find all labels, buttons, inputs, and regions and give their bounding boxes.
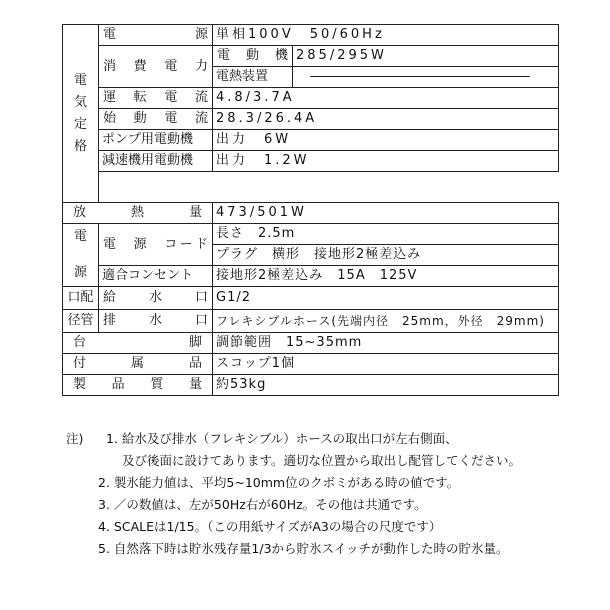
note-3: 3. ／の数値は、左が50Hz右が60Hz。その他は共通です。: [98, 497, 427, 512]
table-row: [63, 375, 559, 396]
spec-table: [62, 24, 559, 396]
accessory-value: スコップ1個: [213, 354, 559, 375]
piping-category-bottom: 径管: [63, 310, 99, 333]
drain-value: フレキシブルホース(先端内径 25mm，外径 29mm): [213, 310, 559, 333]
leg-value: 調節範囲 15~35mm: [213, 333, 559, 354]
drain-label: 排 水 口: [99, 310, 213, 333]
reducer-motor-value: 出力 1.2W: [213, 151, 559, 172]
power-source-value: 単相100V 50/60Hz: [213, 25, 559, 46]
pump-motor-label: ポンプ用電動機: [99, 130, 213, 151]
table-row: [63, 266, 559, 287]
blank-line: [310, 76, 530, 77]
heat-release-label: 放 熱 量: [63, 203, 213, 224]
electrical-rating-category: 電 気 定 格: [63, 25, 99, 203]
table-row: [63, 287, 559, 310]
outlet-label: 適合コンセント: [99, 266, 213, 287]
motor-label: 電 動 機: [213, 46, 293, 67]
note-1-continued: 及び後面に設けてあります。適切な位置から取出し配管してください。: [122, 453, 522, 468]
heat-release-value: 473/501W: [213, 203, 559, 224]
heater-value: [293, 67, 559, 88]
table-row: [63, 354, 559, 375]
table-row: [63, 224, 559, 245]
accessory-label: 付 属 品: [63, 354, 213, 375]
power-supply-category: 電 源: [63, 224, 99, 287]
table-row: [63, 25, 559, 46]
consumption-label: 消 費 電 力: [99, 46, 213, 88]
table-row: [63, 310, 559, 333]
motor-value: 285/295W: [293, 46, 559, 67]
heater-label: 電熱装置: [213, 67, 293, 88]
note-2: 2. 製氷能力値は、平均5~10mm位のクボミがある時の値です。: [98, 475, 460, 490]
table-row: [63, 109, 559, 130]
running-current-label: 運 転 電 流: [99, 88, 213, 109]
table-row: [63, 203, 559, 224]
water-supply-label: 給 水 口: [99, 287, 213, 310]
cord-value-length: 長さ 2.5m: [213, 224, 559, 245]
power-source-label: 電 源: [99, 25, 213, 46]
notes-section: [66, 428, 596, 560]
weight-value: 約53kg: [213, 375, 559, 396]
piping-category-top: 口配: [63, 287, 99, 310]
table-row: [63, 88, 559, 109]
table-row: [63, 333, 559, 354]
starting-current-label: 始 動 電 流: [99, 109, 213, 130]
table-row: [63, 151, 559, 172]
running-current-value: 4.8/3.7A: [213, 88, 559, 109]
note-4: 4. SCALEは1/15。（この用紙サイズがA3の場合の尺度です）: [98, 519, 442, 534]
outlet-value: 接地形2極差込み 15A 125V: [213, 266, 559, 287]
table-row: [63, 46, 559, 67]
cord-label: 電 源 コード: [99, 224, 213, 266]
cord-value-plug: プラグ 横形 接地形2極差込み: [213, 245, 559, 266]
note-5: 5. 自然落下時は貯氷残存量1/3から貯氷スイッチが動作した時の貯氷量。: [98, 541, 509, 556]
reducer-motor-label: 減速機用電動機: [99, 151, 213, 172]
starting-current-value: 28.3/26.4A: [213, 109, 559, 130]
pump-motor-value: 出力 6W: [213, 130, 559, 151]
notes-prefix: 注): [66, 431, 84, 446]
note-1: 注) 1. 給水及び排水（フレキシブル）ホースの取出口が左右側面、: [66, 428, 596, 450]
water-supply-value: G1/2: [213, 287, 559, 310]
table-row: [63, 172, 559, 203]
leg-label: 台 脚: [63, 333, 213, 354]
weight-label: 製 品 質 量: [63, 375, 213, 396]
table-row: [63, 130, 559, 151]
